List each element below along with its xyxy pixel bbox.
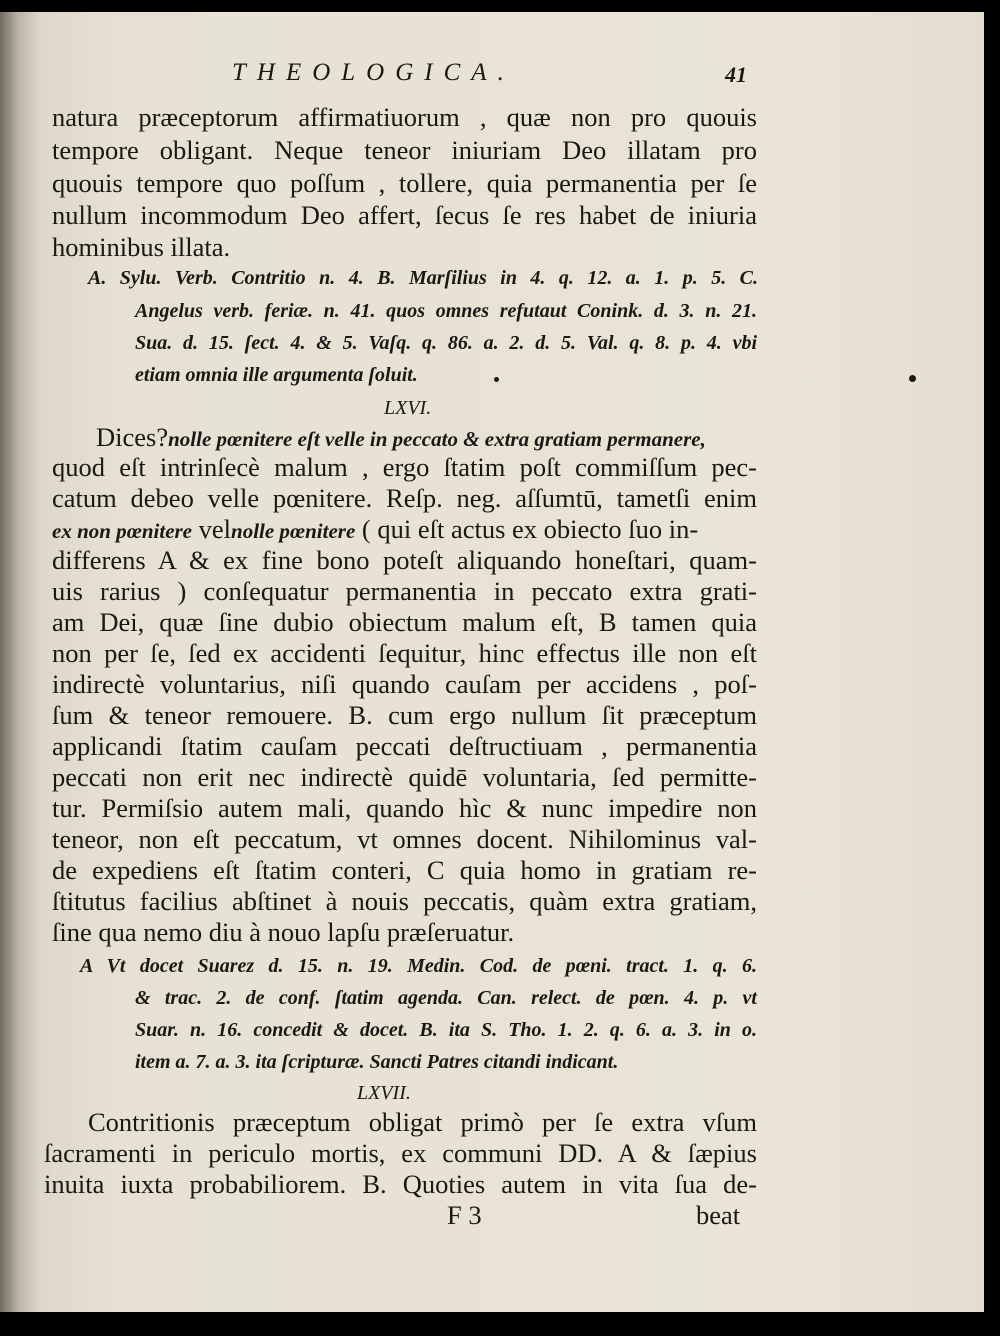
text-span: vel [198,514,232,544]
ink-dot [909,375,916,382]
text-line: tempore obligant. Neque teneor iniuriam Deo illatam pro [52,135,757,165]
section-number: LXVI. [384,397,432,419]
marginal-note-line: item a. 7. a. 3. ita ſcripturæ. Sancti Patres citandi indicant. [135,1051,619,1073]
text-span: ( qui eſt actus ex obiecto ſuo in- [361,514,699,544]
running-title: THEOLOGICA. [232,59,515,86]
text-line: inuita iuxta probabiliorem. B. Quoties autem in vita ſua de- [44,1169,757,1199]
text-line: peccati non erit nec indirectè quidē voluntaria, ſed permitte- [52,762,757,792]
marginal-note-line: Sua. d. 15. ſect. 4. & 5. Vaſq. q. 86. a. 2. d. 5. Val. q. 8. p. 4. vbi [135,332,757,354]
book-page [0,12,984,1312]
text-line: Contritionis præceptum obligat primò per ſe extra vſum [88,1107,757,1137]
signature-mark: F 3 [447,1200,482,1230]
text-line: tur. Permiſsio autem mali, quando hìc & nunc impedire non [52,793,757,823]
marginal-note-line: etiam omnia ille argumenta ſoluit. [135,364,418,386]
text-line [52,514,757,545]
page-number: 41 [725,62,747,87]
section-number: LXVII. [357,1082,411,1104]
text-line [96,422,756,453]
text-line: ſum & teneor remouere. B. cum ergo nullum ſit præceptum [52,700,757,730]
text-line: teneor, non eſt peccatum, vt omnes docent. Nihilominus val- [52,824,757,854]
text-line: applicandi ſtatim cauſam peccati deſtructiuam , permanentia [52,731,757,761]
italic-span: ex non pœnitere [52,519,193,543]
text-span: Dices? [96,422,169,452]
text-line: ſacramenti in periculo mortis, ex communi DD. A & ſæpius [44,1138,757,1168]
text-line: ſtitutus facilius abſtinet à nouis peccatis, quàm extra gratiam, [52,886,757,916]
text-line: ſine qua nemo diu à nouo lapſu præſeruatur. [52,917,515,947]
text-line: uis rarius ) conſequatur permanentia in peccato extra grati- [52,576,757,606]
text-line: hominibus illata. [52,232,231,262]
text-line: nullum incommodum Deo affert, ſecus ſe res habet de iniuria [52,200,757,230]
text-line: non per ſe, ſed ex accidenti ſequitur, hinc effectus ille non eſt [52,638,757,668]
text-line: natura præceptorum affirmatiuorum , quæ non pro quouis [52,102,757,132]
text-line: indirectè voluntarius, niſi quando cauſam per accidens , poſ- [52,669,757,699]
text-line: de expediens eſt ſtatim conteri, C quia homo in gratiam re- [52,855,757,885]
catchword: beat [696,1200,741,1230]
text-line: catum debeo velle pœnitere. Reſp. neg. aſſumtū, tametſi enim [52,483,757,513]
text-line: am Dei, quæ ſine dubio obiectum malum eſt, B tamen quia [52,607,757,637]
text-line: quouis tempore quo poſſum , tollere, quia permanentia per ſe [52,168,757,198]
marginal-note-line: Angelus verb. feriæ. n. 41. quos omnes refutaut Conink. d. 3. n. 21. [135,300,757,322]
italic-span: nolle pœnitere eſt velle in peccato & extra gratiam permanere, [168,427,706,451]
ink-dot [494,377,499,382]
marginal-note-line: A. Sylu. Verb. Contritio n. 4. B. Marſilius in 4. q. 12. a. 1. p. 5. C. [88,267,758,289]
text-line: differens A & ex fine bono poteſt aliquando honeſtari, quam- [52,545,757,575]
text-line: quod eſt intrinſecè malum , ergo ſtatim poſt commiſſum pec- [52,452,757,482]
marginal-note-line: A Vt docet Suarez d. 15. n. 19. Medin. Cod. de pœni. tract. 1. q. 6. [80,955,757,977]
italic-span: nolle pœnitere [231,519,356,543]
marginal-note-line: Suar. n. 16. concedit & docet. B. ita S. Tho. 1. 2. q. 6. a. 3. in o. [135,1019,757,1041]
marginal-note-line: & trac. 2. de conf. ſtatim agenda. Can. relect. de pœn. 4. p. vt [135,987,757,1009]
